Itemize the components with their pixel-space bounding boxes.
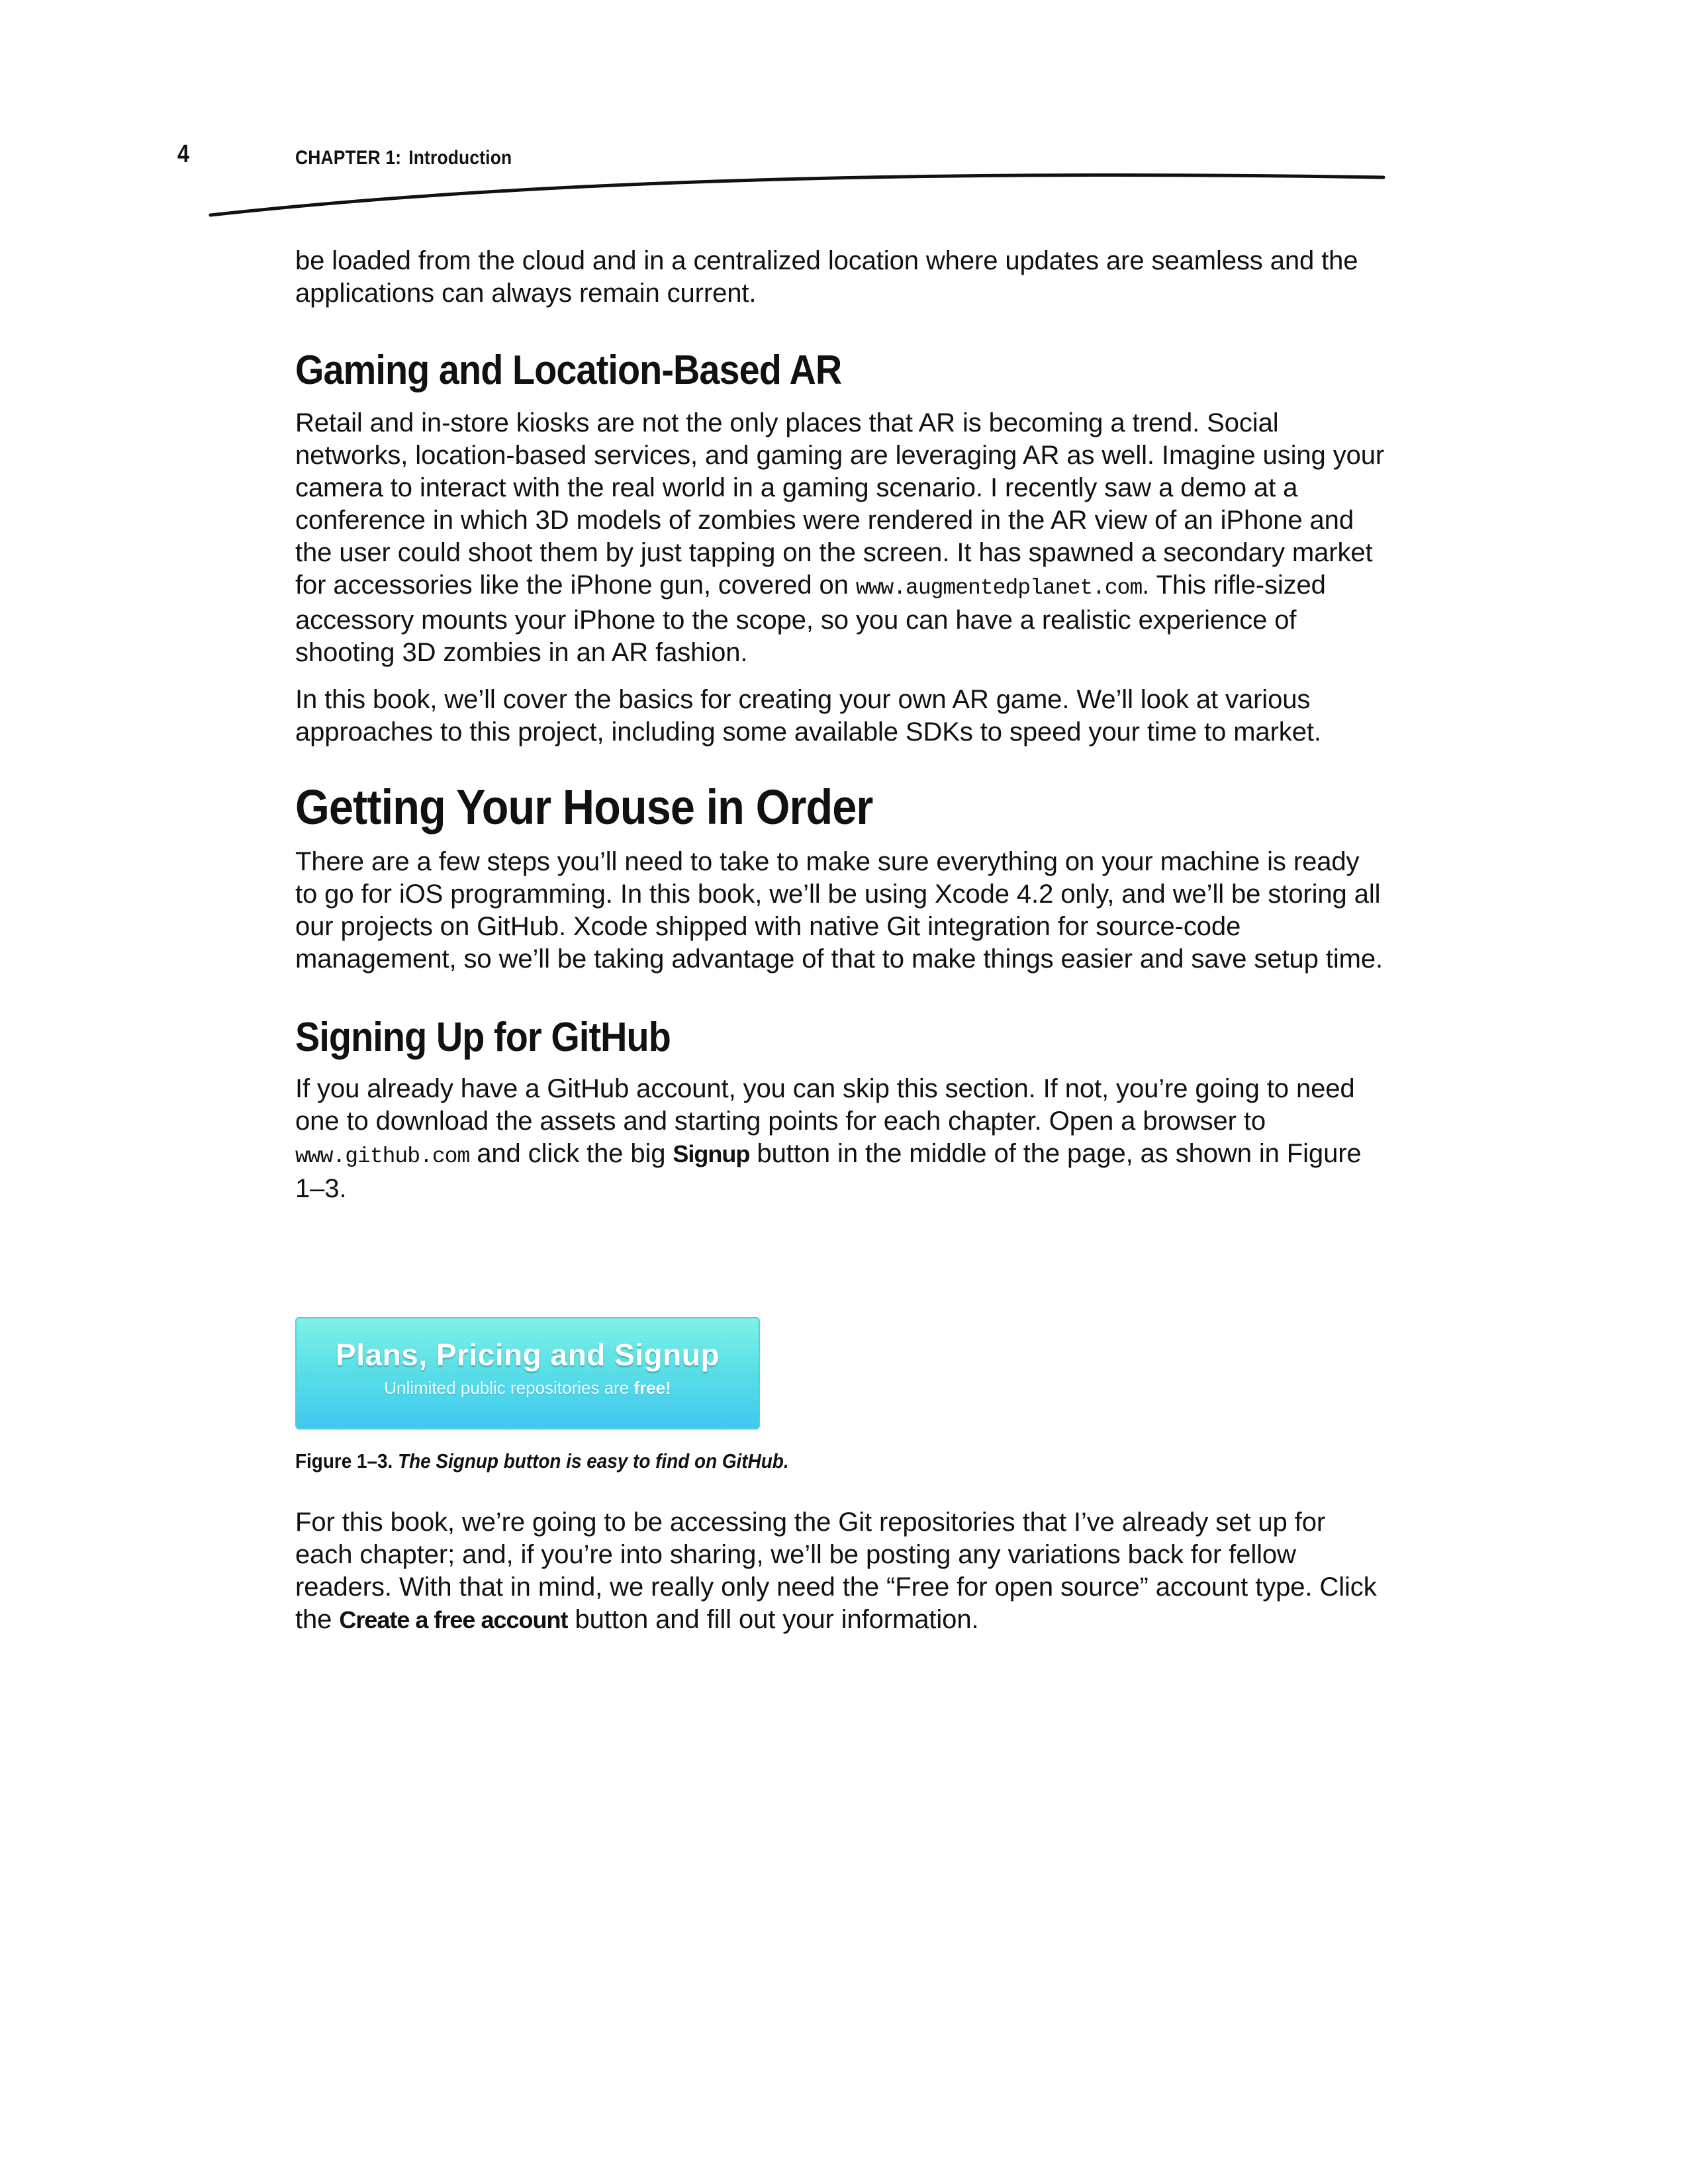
paragraph-intro: be loaded from the cloud and in a centralized location where updates are seamless and the applications can always remain current.: [295, 246, 1358, 308]
github-link: www.github.com: [295, 1144, 470, 1169]
heading-gaming: Gaming and Location-Based AR: [295, 347, 842, 393]
chapter-title: Introduction: [408, 147, 512, 169]
header-rule: [0, 0, 1688, 225]
paragraph-github: [295, 1073, 1387, 1205]
heading-house: Getting Your House in Order: [295, 780, 873, 835]
paragraph-gaming-2: In this book, we’ll cover the basics for creating your own AR game. We’ll look at various approaches to this project, including some available SDKs to speed your time to market.: [295, 685, 1321, 747]
paragraph-final-text-a: For this book, we’re going to be accessing the Git repositories that I’ve already set up for each chapter; and, if you’re into sharing, we’ll be posting any variations back for fellow readers. With that in mind, we really only need the “Free for open source” account type. Click the: [295, 1508, 1377, 1634]
signup-button-subtitle-bold: free!: [633, 1378, 671, 1398]
augmentedplanet-link: www.augmentedplanet.com: [855, 576, 1143, 600]
signup-term: Signup: [673, 1140, 750, 1167]
paragraph-house: There are a few steps you’ll need to take to make sure everything on your machine is ready to go for iOS programming. In this book, we’ll be using Xcode 4.2 only, and we’ll be storing all our projects on GitHub. Xcode shipped with native Git integration for source-code management, so we’ll be taking advantage of that to make things easier and save setup time.: [295, 847, 1383, 974]
signup-button-title: Plans, Pricing and Signup: [336, 1338, 720, 1372]
figure-caption-text: The Signup button is easy to find on GitHub.: [398, 1449, 789, 1473]
figure-caption-label: Figure 1–3.: [295, 1449, 393, 1473]
paragraph-final-text-b: button and fill out your information.: [575, 1605, 979, 1634]
main-content: [295, 245, 1387, 1220]
paragraph-github-text-c: button in the middle of the page, as shown in Figure 1–3.: [295, 1139, 1362, 1203]
paragraph-gaming-1: [295, 407, 1387, 669]
paragraph-final: [295, 1506, 1387, 1636]
chapter-label: CHAPTER 1:: [295, 147, 402, 169]
signup-button-subtitle: [297, 1378, 759, 1398]
heading-github: Signing Up for GitHub: [295, 1015, 671, 1060]
paragraph-github-text-b: and click the big: [477, 1139, 666, 1168]
figure-caption: [295, 1449, 789, 1473]
signup-button-subtitle-text: Unlimited public repositories are: [384, 1378, 630, 1398]
create-free-account-term: Create a free account: [339, 1606, 568, 1633]
closing-content: [295, 1506, 1387, 1651]
plans-pricing-signup-button: [295, 1317, 760, 1430]
paragraph-gaming-1-text-a: Retail and in-store kiosks are not the only places that AR is becoming a trend. Social networks, location-based services, and gaming are leveraging AR as well. Imagine using your camera to interact with the real world in a gaming scenario. I recently saw a demo at a conference in which 3D models of zombies were rendered in the AR view of an iPhone and the user could shoot them by just tapping on the screen. It has spawned a secondary market for accessories like the iPhone gun, covered on: [295, 408, 1385, 600]
page-number: 4: [177, 140, 189, 168]
paragraph-gaming-1-text-b: . This rifle-sized accessory mounts your iPhone to the scope, so you can have a realistic experience of shooting 3D zombies in an AR fashion.: [295, 570, 1326, 667]
paragraph-github-text-a: If you already have a GitHub account, you can skip this section. If not, you’re going to need one to download the assets and starting points for each chapter. Open a browser to: [295, 1074, 1355, 1136]
